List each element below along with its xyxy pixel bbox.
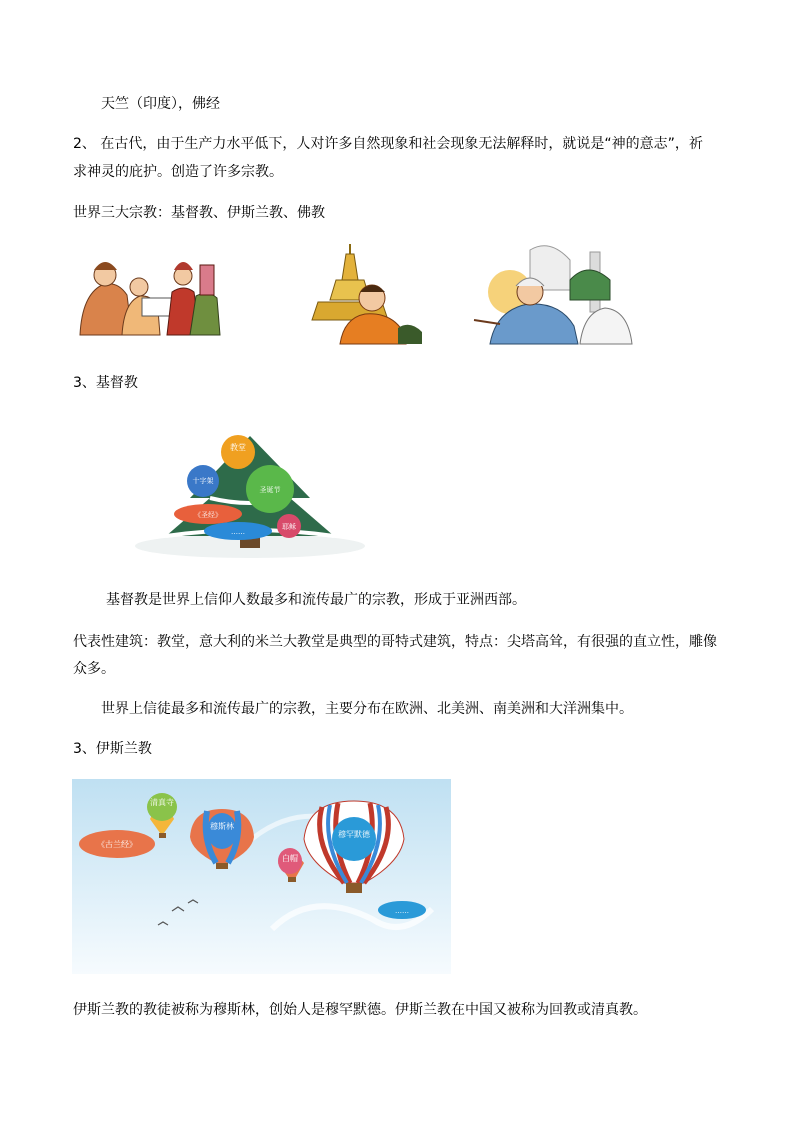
line-christianity-intro: 基督教是世界上信仰人数最多和流传最广的宗教，形成于亚洲西部。 (106, 592, 526, 608)
tree-label-more: …… (231, 528, 245, 536)
christianity-illustration (72, 240, 222, 340)
balloon-label-koran: 《古兰经》 (97, 840, 137, 849)
line-islam-intro: 伊斯兰教的教徒被称为穆斯林，创始人是穆罕默德。伊斯兰教在中国又被称为回教或清真教。 (73, 1002, 647, 1018)
tree-label-church: 教堂 (230, 443, 246, 452)
balloon-label-mosque: 清真寺 (150, 798, 174, 807)
tree-label-bible: 《圣经》 (194, 511, 222, 519)
islam-illustration (470, 240, 640, 345)
tree-label-christmas: 圣诞节 (259, 486, 281, 494)
heading-islam: 3、伊斯兰教 (73, 741, 152, 757)
line-christianity-distribution: 世界上信徒最多和流传最广的宗教，主要分布在欧洲、北美洲、南美洲和大洋洲集中。 (101, 701, 633, 717)
balloon-label-cap: 白帽 (282, 854, 298, 863)
islam-balloon-diagram (72, 779, 451, 974)
line-tianzhu: 天竺（印度），佛经 (101, 96, 220, 112)
balloon-label-more: …… (395, 907, 409, 915)
tree-label-jesus: 耶稣 (282, 523, 296, 531)
line-three-religions: 世界三大宗教：基督教、伊斯兰教、佛教 (73, 205, 325, 221)
line-architecture-2: 众多。 (73, 661, 115, 677)
line-architecture-1: 代表性建筑：教堂，意大利的米兰大教堂是典型的哥特式建筑，特点：尖塔高耸，有很强的直立性，雕像 (73, 634, 717, 650)
buddhism-illustration (310, 240, 425, 345)
line-ancient-2: 求神灵的庇护。创造了许多宗教。 (73, 164, 283, 180)
heading-christianity: 3、基督教 (73, 375, 138, 391)
christianity-tree-diagram (130, 428, 370, 560)
tree-label-cross: 十字架 (192, 477, 214, 485)
balloon-label-muhammad: 穆罕默德 (338, 830, 370, 839)
line-ancient-1: 2、 在古代，由于生产力水平低下，人对许多自然现象和社会现象无法解释时，就说是“神的意志”，祈 (73, 136, 703, 152)
balloon-label-muslim: 穆斯林 (210, 822, 234, 831)
